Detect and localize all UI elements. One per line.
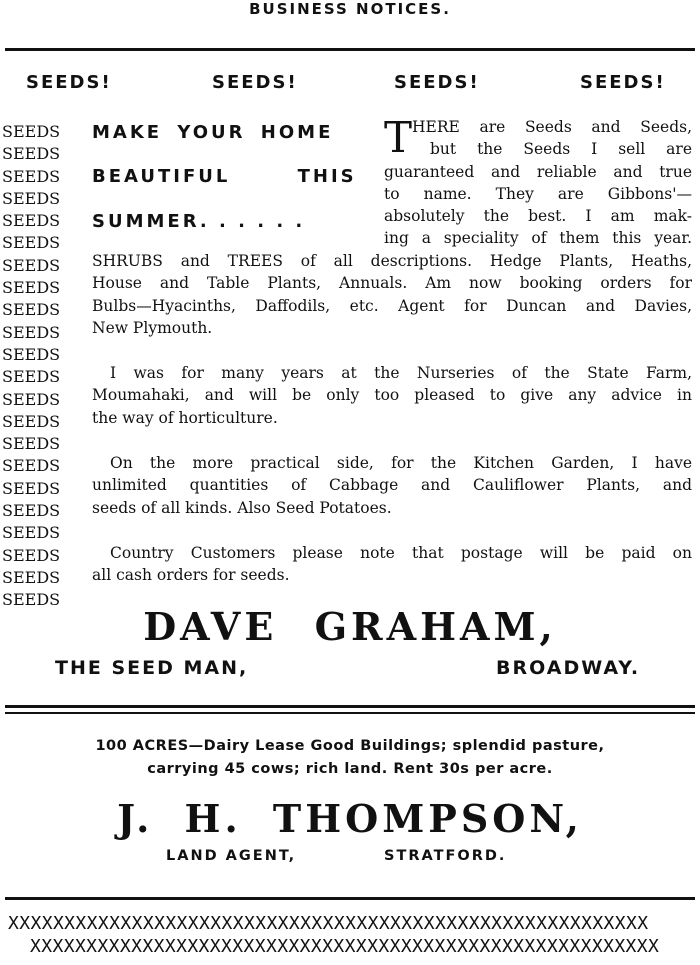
text-line: House and Table Plants, Annuals. Am now booking orders for (92, 274, 692, 293)
paragraph-postage (92, 542, 692, 587)
ad-divider-bottom (5, 712, 695, 714)
text-line: On the more practical side, for the Kitchen Garden, I have (110, 454, 692, 472)
side-word: SEEDS (2, 367, 61, 387)
drop-cap: T (384, 113, 413, 162)
intro-line: HERE are Seeds and Seeds, (412, 118, 692, 136)
intro-line: absolutely the best. I am mak- (384, 207, 692, 226)
advertiser-name-thompson: J. H. THOMPSON, (117, 796, 583, 841)
land-ad-line-2: carrying 45 cows; rich land. Rent 30s per acre. (147, 761, 553, 777)
land-ad-line-1: 100 ACRES—Dairy Lease Good Buildings; splendid pasture, (95, 738, 605, 754)
paragraph-shrubs (92, 250, 692, 339)
side-word: SEEDS (2, 501, 61, 521)
seeds-banner-1: SEEDS! (26, 72, 112, 93)
text-line: SHRUBS and TREES of all descriptions. Hedge Plants, Heaths, (92, 252, 692, 270)
tagline-broadway: BROADWAY. (496, 657, 641, 679)
intro-line: ing a speciality of them this year. (384, 229, 692, 248)
land-agent-label: LAND AGENT, (166, 848, 297, 864)
headline-line-3: SUMMER. . . . . . (92, 211, 306, 232)
text-line: unlimited quantities of Cabbage and Cauliflower Plants, and (92, 476, 692, 495)
header-divider (5, 48, 695, 51)
side-word: SEEDS (2, 278, 61, 298)
side-word: SEEDS (2, 545, 61, 565)
stratford-label: STRATFORD. (384, 848, 507, 864)
seeds-banner-3: SEEDS! (394, 72, 480, 93)
seeds-banner-4: SEEDS! (580, 72, 666, 93)
paragraph-nurseries (92, 362, 692, 429)
side-word: SEEDS (2, 389, 61, 409)
side-word: SEEDS (2, 590, 61, 610)
intro-line: to name. They are Gibbons'— (384, 184, 692, 203)
side-word: SEEDS (2, 567, 61, 587)
bottom-divider (5, 897, 695, 900)
side-word: SEEDS (2, 434, 61, 454)
advertiser-name-graham: DAVE GRAHAM, (143, 604, 557, 649)
intro-line: but the Seeds I sell are (430, 140, 692, 159)
tagline-seed-man: THE SEED MAN, (55, 657, 249, 679)
side-word: SEEDS (2, 188, 61, 208)
text-line: New Plymouth. (92, 318, 213, 337)
text-line: seeds of all kinds. Also Seed Potatoes. (92, 498, 392, 517)
x-border-row-2: XXXXXXXXXXXXXXXXXXXXXXXXXXXXXXXXXXXXXXXXXXXXXXXXXXXXXXXX (30, 936, 660, 957)
x-border-row-1: XXXXXXXXXXXXXXXXXXXXXXXXXXXXXXXXXXXXXXXXXXXXXXXXXXXXXXXXX (8, 913, 649, 934)
side-word: SEEDS (2, 122, 61, 141)
seeds-banner-2: SEEDS! (212, 72, 298, 93)
text-line: Country Customers please note that postage will be paid on (110, 544, 692, 562)
headline-line-1: MAKE YOUR HOME (92, 122, 334, 143)
intro-line: guaranteed and reliable and true (384, 162, 692, 181)
side-word: SEEDS (2, 344, 61, 364)
text-line: all cash orders for seeds. (92, 566, 290, 585)
side-word: SEEDS (2, 411, 61, 431)
side-word: SEEDS (2, 166, 61, 186)
side-word: SEEDS (2, 456, 61, 476)
headline-line-2: BEAUTIFUL THIS (92, 166, 357, 187)
section-header: BUSINESS NOTICES. (249, 0, 451, 18)
side-word: SEEDS (2, 322, 61, 342)
text-line: I was for many years at the Nurseries of the State Farm, (110, 364, 692, 382)
intro-paragraph (384, 113, 692, 250)
side-word: SEEDS (2, 233, 61, 253)
side-word: SEEDS (2, 523, 61, 543)
side-word: SEEDS (2, 478, 61, 498)
text-line: Moumahaki, and will be only too pleased to give any advice in (92, 386, 692, 405)
side-word: SEEDS (2, 300, 61, 320)
seeds-side-column (2, 121, 60, 612)
side-word: SEEDS (2, 255, 61, 275)
text-line: the way of horticulture. (92, 408, 278, 427)
side-word: SEEDS (2, 144, 61, 164)
paragraph-kitchen-garden (92, 452, 692, 519)
side-word: SEEDS (2, 211, 61, 231)
ad-divider-top (5, 705, 695, 708)
text-line: Bulbs—Hyacinths, Daffodils, etc. Agent for Duncan and Davies, (92, 296, 692, 315)
